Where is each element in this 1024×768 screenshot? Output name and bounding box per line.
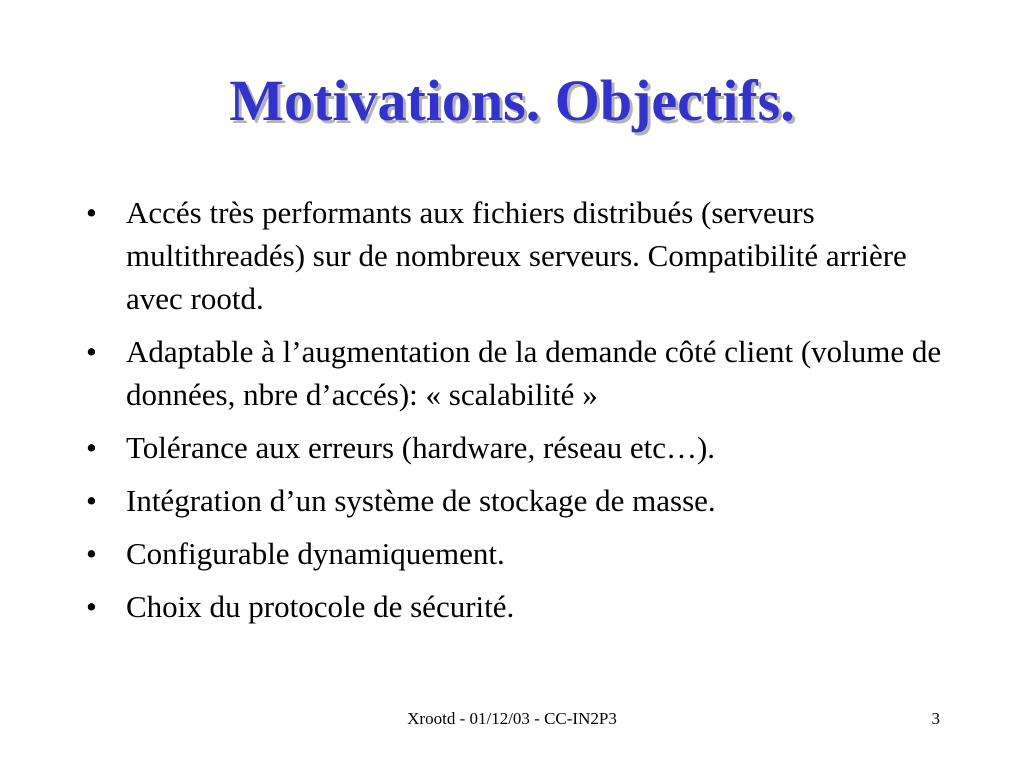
list-item bbox=[86, 585, 946, 628]
bullet-text: Choix du protocole de sécurité. bbox=[126, 589, 515, 624]
bullet-list bbox=[86, 191, 946, 638]
list-item bbox=[86, 532, 946, 575]
list-item bbox=[86, 191, 946, 320]
bullet-dot-icon: • bbox=[86, 589, 97, 624]
bullet-dot-icon: • bbox=[86, 430, 97, 465]
list-item bbox=[86, 330, 946, 416]
bullet-dot-icon: • bbox=[86, 334, 97, 369]
list-item bbox=[86, 479, 946, 522]
bullet-text: Accés très performants aux fichiers distribués (serveurs multithreadés) sur de nombreux serveurs. Compatibilité arrière avec rootd. bbox=[126, 195, 907, 316]
slide-footer: Xrootd - 01/12/03 - CC-IN2P3 bbox=[407, 709, 617, 728]
bullet-dot-icon: • bbox=[86, 483, 97, 518]
bullet-text: Adaptable à l’augmentation de la demande côté client (volume de données, nbre d’accés): « scalabilité » bbox=[126, 334, 942, 412]
bullet-dot-icon: • bbox=[86, 536, 97, 571]
bullet-text: Intégration d’un système de stockage de masse. bbox=[126, 483, 716, 518]
bullet-text: Configurable dynamiquement. bbox=[126, 536, 505, 571]
slide-title: Motivations. Objectifs. bbox=[229, 68, 795, 133]
bullet-text: Tolérance aux erreurs (hardware, réseau etc…). bbox=[126, 430, 716, 465]
bullet-dot-icon: • bbox=[86, 195, 97, 230]
slide-number: 3 bbox=[931, 709, 940, 728]
list-item bbox=[86, 426, 946, 469]
